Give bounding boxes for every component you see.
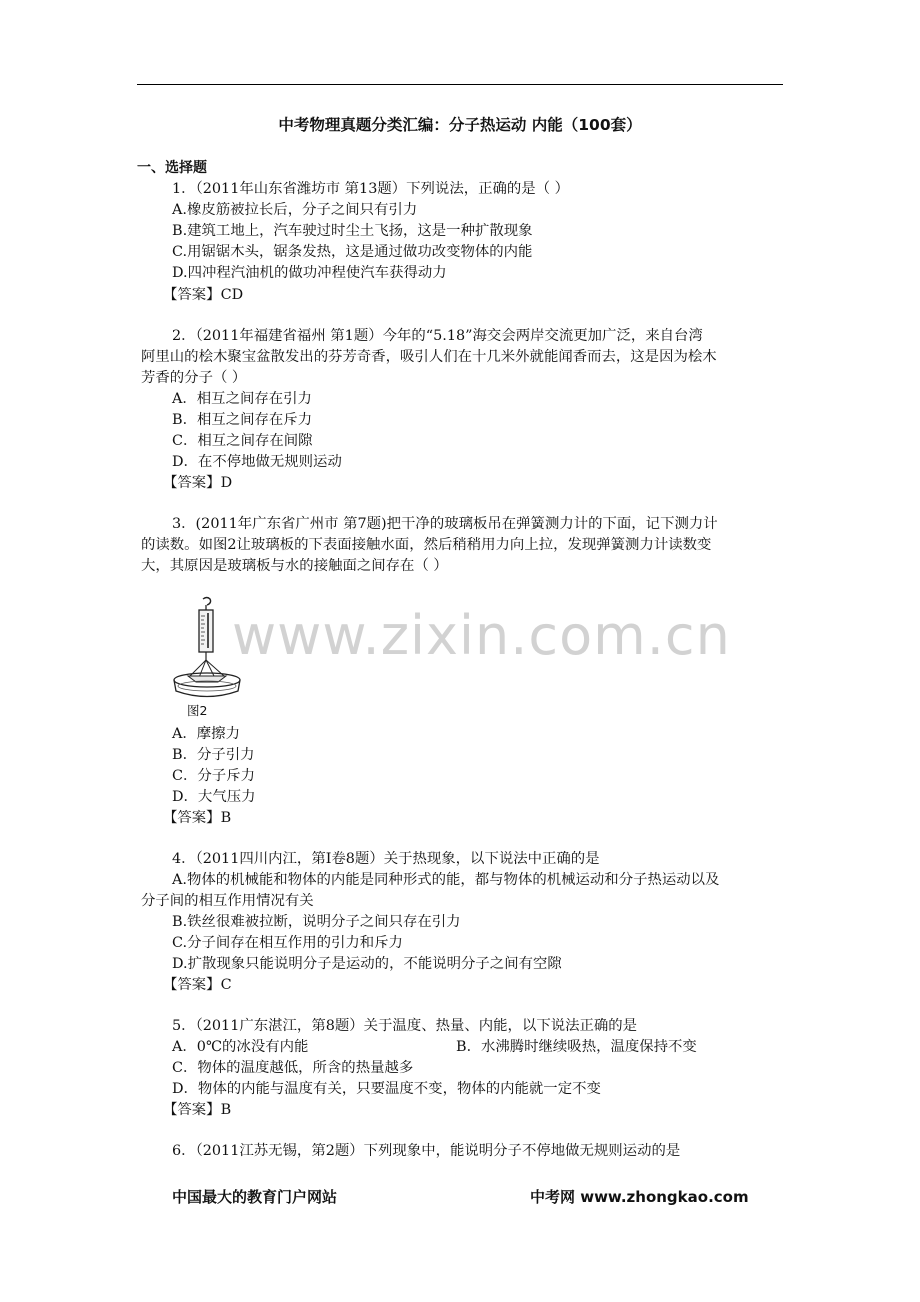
question-1-option-a: A.橡皮筋被拉长后，分子之间只有引力 xyxy=(172,202,418,218)
question-5-answer: 【答案】B xyxy=(163,1102,232,1118)
question-1-option-d: D.四冲程汽油机的做功冲程使汽车获得动力 xyxy=(172,265,447,281)
question-2-answer: 【答案】D xyxy=(163,475,233,491)
question-2-option-c: C．相互之间存在间隙 xyxy=(172,433,313,449)
question-3-stem-line-1: 3．(2011年广东省广州市 第7题)把干净的玻璃板吊在弹簧测力计的下面，记下测力计 xyxy=(172,516,718,532)
question-3-stem-line-2: 的读数。如图2让玻璃板的下表面接触水面，然后稍稍用力向上拉，发现弹簧测力计读数变 xyxy=(141,537,712,553)
watermark: www.zixin.com.cn xyxy=(232,604,731,667)
question-5-option-a: A．0℃的冰没有内能 xyxy=(172,1039,309,1055)
footer-left-text: 中国最大的教育门户网站 xyxy=(172,1188,338,1206)
question-4-stem: 4．（2011四川内江，第Ⅰ卷8题）关于热现象，以下说法中正确的是 xyxy=(172,851,600,867)
question-2-stem-line-2: 阿里山的桧木聚宝盆散发出的芬芳奇香，吸引人们在十几米外就能闻香而去，这是因为桧木 xyxy=(141,349,717,365)
question-3-option-d: D．大气压力 xyxy=(172,789,256,805)
question-5-option-d: D．物体的内能与温度有关，只要温度不变，物体的内能就一定不变 xyxy=(172,1081,601,1097)
spring-scale-figure xyxy=(170,596,246,704)
question-5-option-c: C．物体的温度越低，所含的热量越多 xyxy=(172,1060,414,1076)
question-3-answer: 【答案】B xyxy=(163,810,232,826)
question-4-option-c: C.分子间存在相互作用的引力和斥力 xyxy=(172,935,403,951)
question-2-option-d: D．在不停地做无规则运动 xyxy=(172,454,342,470)
question-1-stem: 1．（2011年山东省潍坊市 第13题）下列说法，正确的是（ ） xyxy=(172,181,570,197)
header-rule xyxy=(137,84,783,85)
question-4-answer: 【答案】C xyxy=(163,977,232,993)
footer-right-text: 中考网 www.zhongkao.com xyxy=(530,1188,749,1206)
question-5-stem: 5．（2011广东湛江，第8题）关于温度、热量、内能，以下说法正确的是 xyxy=(172,1018,638,1034)
question-1-answer: 【答案】CD xyxy=(163,287,244,303)
question-4-option-a-line-2: 分子间的相互作用情况有关 xyxy=(141,893,314,909)
section-heading: 一、选择题 xyxy=(137,160,207,176)
question-1-option-c: C.用锯锯木头，锯条发热，这是通过做功改变物体的内能 xyxy=(172,244,533,260)
question-2-stem-line-3: 芳香的分子（ ） xyxy=(141,370,247,386)
question-3-option-a: A．摩擦力 xyxy=(172,726,240,742)
question-3-stem-line-3: 大，其原因是玻璃板与水的接触面之间存在（ ） xyxy=(141,558,448,574)
question-5-option-b: B．水沸腾时继续吸热，温度保持不变 xyxy=(456,1039,697,1055)
question-3-option-c: C．分子斥力 xyxy=(172,768,255,784)
document-title: 中考物理真题分类汇编：分子热运动 内能（100套） xyxy=(278,116,642,134)
question-3-option-b: B．分子引力 xyxy=(172,747,255,763)
question-4-option-a-line-1: A.物体的机械能和物体的内能是同种形式的能，都与物体的机械运动和分子热运动以及 xyxy=(172,872,720,888)
question-4-option-d: D.扩散现象只能说明分子是运动的，不能说明分子之间有空隙 xyxy=(172,956,562,972)
question-1-option-b: B.建筑工地上，汽车驶过时尘土飞扬，这是一种扩散现象 xyxy=(172,223,533,239)
question-6-stem: 6．（2011江苏无锡，第2题）下列现象中，能说明分子不停地做无规则运动的是 xyxy=(172,1143,681,1159)
question-2-option-b: B．相互之间存在斥力 xyxy=(172,412,313,428)
question-4-option-b: B.铁丝很难被拉断，说明分子之间只存在引力 xyxy=(172,914,461,930)
question-2-option-a: A．相互之间存在引力 xyxy=(172,391,312,407)
question-2-stem-line-1: 2．（2011年福建省福州 第1题）今年的“5.18”海交会两岸交流更加广泛，来自台湾 xyxy=(172,328,703,344)
figure-caption: 图2 xyxy=(187,703,208,718)
